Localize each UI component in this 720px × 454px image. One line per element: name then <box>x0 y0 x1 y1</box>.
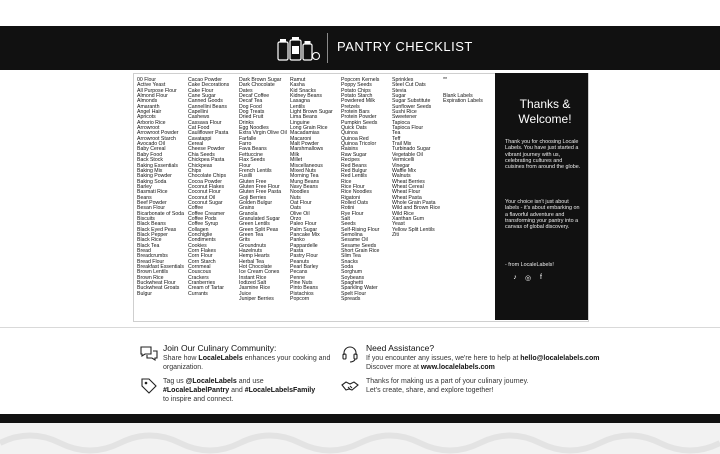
checklist-item: Wild Rice <box>392 210 414 217</box>
checklist-item: Oats <box>290 205 301 212</box>
checklist-item: Jasmine Rice <box>239 285 271 292</box>
tag-text: to inspire and connect. <box>163 396 234 403</box>
checklist-item: Biscuits <box>137 215 155 222</box>
checklist-item: Corn Flakes <box>188 248 216 254</box>
checklist-item: Pastry Flour <box>290 253 318 260</box>
checklist-item: Trail Mix <box>392 141 412 148</box>
checklist-item: Instant Rice <box>239 274 267 281</box>
checklist-item: Orzo <box>290 215 302 222</box>
checklist-item: Noodles <box>290 189 310 196</box>
checklist-item: Ice Cream Cones <box>239 269 280 276</box>
checklist-item: Cannellini Beans <box>188 103 227 110</box>
checklist-item: Pinto Beans <box>290 285 318 292</box>
checklist-item: Capellini <box>188 109 208 116</box>
checklist-column <box>443 78 483 105</box>
checklist-item: Groundnuts <box>239 242 267 249</box>
website-link[interactable]: www.localelabels.com <box>420 364 495 371</box>
checklist-item: Green Tea <box>239 231 264 238</box>
checklist-item: Coconut Flour <box>188 189 221 196</box>
checklist-item: Baking Soda <box>137 178 167 185</box>
checklist-item: Cookies <box>188 242 207 249</box>
checklist-item: Sushi Rice <box>392 109 417 116</box>
checklist-item: Chocolate Chips <box>188 173 227 180</box>
chat-bubbles-icon <box>140 345 158 363</box>
checklist-item: Black Rice <box>137 237 162 244</box>
checklist-item: Whole Grain Pasta <box>392 199 436 206</box>
logo-divider <box>327 33 328 63</box>
checklist-item: Wheat Cereal <box>392 183 424 190</box>
tag-icon <box>140 377 158 395</box>
checklist-item: Couscous <box>188 269 212 276</box>
checklist-item: Cereal <box>188 141 204 148</box>
page-title: PANTRY CHECKLIST <box>337 39 473 54</box>
checklist-item: Pine Nuts <box>290 280 313 287</box>
checklist-item: Cashews <box>188 114 210 121</box>
checklist-item: Breadcrumbs <box>137 253 168 260</box>
checklist-column <box>137 78 184 297</box>
checklist-item: Buckwheat Flour <box>137 280 176 287</box>
checklist-item: Coffee Pods <box>188 215 217 222</box>
header-bar <box>0 26 720 70</box>
checklist-item: Dark Brown Sugar <box>239 77 282 83</box>
checklist-item: Spreads <box>341 296 361 303</box>
checklist-item: Corn Starch <box>188 258 216 265</box>
decorative-pattern <box>0 423 720 454</box>
checklist-item: Cream of Tartar <box>188 285 224 292</box>
welcome-paragraph: Thank you for choosing Locale Labels. You have just started a vibrant journey with us, celebrating cultures and cuisines from around the globe. <box>505 139 581 171</box>
checklist-item: Bicarbonate of Soda <box>137 210 185 217</box>
checklist-item: Basmati Rice <box>137 189 168 196</box>
checklist-item: Popcorn <box>290 296 310 303</box>
checklist-column <box>341 78 379 302</box>
checklist-item: Pistachios <box>290 290 314 297</box>
checklist-item: Avocado Oil <box>137 141 165 148</box>
checklist-item: Nuts <box>290 194 301 201</box>
checklist-column <box>290 78 333 302</box>
tiktok-icon[interactable]: ♪ <box>513 274 517 281</box>
checklist-item: Dried Fruit <box>239 114 264 121</box>
checklist-item: Steel Cut Oats <box>392 82 426 89</box>
checklist-item: Chips <box>188 167 202 174</box>
checklist-item: Rigatoni <box>341 194 361 201</box>
checklist-item: Quick Oats <box>341 125 367 132</box>
checklist-item: Yellow Split Lentils <box>392 226 435 233</box>
checklist-item: Juice <box>239 290 252 297</box>
checklist-item: Red Lentils <box>341 173 367 180</box>
checklist-item: Salt <box>341 215 350 222</box>
tag-section <box>163 377 338 404</box>
checklist-item: Arrowroot <box>137 125 160 132</box>
checklist-item: Snacks <box>341 258 359 265</box>
checklist-item: Quinoa Tricolor <box>341 141 377 148</box>
checklist-item: Protein Bars <box>341 109 370 116</box>
welcome-paragraph: Your choice isn't just about labels - it's about embarking on a flavorful adventure and transforming your pantry into a canvas of global discovery. <box>505 199 580 231</box>
checklist-item: Pumpkin Seeds <box>341 119 378 126</box>
checklist-item: Tapioca Flour <box>392 125 424 132</box>
hashtag[interactable]: #LocaleLabelsFamily <box>244 387 316 394</box>
checklist-item: Recipes <box>341 157 360 164</box>
checklist-item: Vegetable Oil <box>392 151 423 158</box>
checklist-item: Protein Powder <box>341 114 377 121</box>
footer-bar <box>0 414 720 423</box>
checklist-item: Yeast <box>392 221 405 228</box>
checklist-item: Self-Rising Flour <box>341 226 380 233</box>
checklist-item: Blank Labels <box>443 93 473 100</box>
checklist-item: Oat Flour <box>290 199 312 206</box>
checklist-item: Fusilli <box>239 173 253 180</box>
checklist-item: Baking Mix <box>137 167 163 174</box>
checklist-item: Breakfast Essentials <box>137 264 184 271</box>
checklist-item: Green Lentils <box>239 221 270 228</box>
checklist-item: Panko <box>290 237 305 244</box>
checklist-item: Wheat Pasta <box>392 194 422 201</box>
checklist-item: Macaroni <box>290 135 312 142</box>
checklist-item: Wild and Brown Rice <box>392 205 441 212</box>
checklist-item: Walnuts <box>392 173 411 180</box>
checklist-item: Pancake Mix <box>290 231 320 238</box>
checklist-item: Raw Sugar <box>341 151 367 158</box>
checklist-item: Stevia <box>392 87 407 94</box>
checklist-item: Juniper Berries <box>239 296 274 303</box>
welcome-panel <box>495 73 588 320</box>
welcome-signoff: - from LocaleLabels! <box>505 262 554 268</box>
checklist-item: Egg Noodles <box>239 125 269 132</box>
checklist-item: Black Eyed Peas <box>137 226 177 233</box>
checklist-item: Penne <box>290 274 306 281</box>
checklist-item: Pretzels <box>341 103 360 110</box>
checklist-item: Soybeans <box>341 274 365 281</box>
checklist-item: Arborio Rice <box>137 119 166 126</box>
checklist-item: Goji Berries <box>239 194 267 201</box>
checklist-item: Miscellaneous <box>290 162 323 169</box>
assistance-text: Discover more at <box>366 364 421 371</box>
assistance-heading: Need Assistance? <box>366 343 435 353</box>
checklist-item: Flour <box>239 162 251 169</box>
checklist-item: Red Bulgur <box>341 167 367 174</box>
checklist-item: Spaghetti <box>341 280 363 287</box>
checklist-item: Kasha <box>290 82 305 89</box>
checklist-item: Dark Chocolate <box>239 82 275 89</box>
checklist-item: Coffee <box>188 205 204 212</box>
checklist-item: Sweetener <box>392 114 417 121</box>
checklist-item: Back Stock <box>137 157 163 164</box>
checklist-item: Vinegar <box>392 162 410 169</box>
checklist-item: Bread Flour <box>137 258 165 265</box>
checklist-item: Decaf Coffee <box>239 93 270 100</box>
checklist-item: Besan Flour <box>137 205 165 212</box>
checklist-item: Conchiglie <box>188 231 213 238</box>
checklist-item: Mixed Nuts <box>290 167 316 174</box>
checklist-column <box>239 78 287 302</box>
checklist-item: Linguine <box>290 119 310 126</box>
checklist-item: Farro <box>239 141 252 148</box>
checklist-item: Vermicelli <box>392 157 415 164</box>
checklist-item: Cane Sugar <box>188 93 216 100</box>
checklist-item: Rotini <box>341 205 355 212</box>
checklist-item: 00 Flour <box>137 77 157 83</box>
checklist-item: Cornmeal <box>188 264 211 271</box>
checklist-item: Lasagna <box>290 98 310 105</box>
checklist-item: Chia Seeds <box>188 151 215 158</box>
checklist-item: Palm Sugar <box>290 226 318 233</box>
section-divider <box>0 327 720 328</box>
thanks-text: Thanks for making us a part of your culinary journey. <box>366 378 529 385</box>
checklist-item: Dog Treats <box>239 109 265 116</box>
assistance-text: If you encounter any issues, we're here to help at <box>366 355 521 362</box>
checklist-item: Xanthan Gum <box>392 215 425 222</box>
checklist-item: Herbal Tea <box>239 258 264 265</box>
email-link[interactable]: hello@localelabels.com <box>520 355 600 362</box>
top-band <box>0 0 720 26</box>
checklist-item: Amaranth <box>137 103 160 110</box>
checklist-item: Fava Beans <box>239 146 267 153</box>
checklist-item: Hazelnuts <box>239 248 263 254</box>
checklist-item: Morning Tea <box>290 173 319 180</box>
checklist-item: Sugar <box>392 93 406 100</box>
checklist-item: Angel Hair <box>137 109 162 116</box>
checklist-item: Red Beans <box>341 162 367 169</box>
checklist-item: Dates <box>239 87 253 94</box>
checklist-item: Malt Powder <box>290 141 319 148</box>
community-section <box>163 344 333 372</box>
checklist-item: Chickpea Pasta <box>188 157 225 164</box>
tag-text: and <box>229 387 245 394</box>
checklist-item: Quinoa <box>341 130 358 137</box>
checklist-item: Poppy Seeds <box>341 82 372 89</box>
checklist-item: Sunflower Seeds <box>392 103 432 110</box>
checklist-item: Arrowroot Powder <box>137 130 179 137</box>
checklist-column <box>188 78 229 297</box>
checklist-item: Milk <box>290 151 300 158</box>
checklist-item: Cauliflower Pasta <box>188 130 229 137</box>
checklist-item: Cocoa Powder <box>188 178 223 185</box>
tag-text: Tag us <box>163 378 186 385</box>
checklist-item: All Purpose Flour <box>137 87 177 94</box>
checklist-item: Buckwheat Groats <box>137 285 180 292</box>
checklist-item: Almond Flour <box>137 93 168 100</box>
thanks-section <box>366 377 606 395</box>
checklist-item: Granulated Sugar <box>239 215 280 222</box>
checklist-item: Currants <box>188 290 208 297</box>
checklist-item: Rice Noodles <box>341 189 372 196</box>
checklist-item: Tapioca <box>392 119 410 126</box>
checklist-item: Arrowroot Starch <box>137 135 176 142</box>
checklist-item: Pearl Barley <box>290 264 319 271</box>
checklist-item: Sesame Seeds <box>341 242 377 249</box>
instagram-icon[interactable]: ◎ <box>524 275 532 282</box>
checklist-item: Olive Oil <box>290 210 310 217</box>
checklist-item: Potato Starch <box>341 93 373 100</box>
checklist-item: Popcorn Kernels <box>341 77 380 83</box>
checklist-item: Ramut <box>290 77 306 83</box>
checklist-item: Grains <box>239 205 255 212</box>
checklist-item: Marshmallows <box>290 146 324 153</box>
headset-icon <box>341 345 359 363</box>
checklist-item: Spelt Flour <box>341 290 367 297</box>
checklist-item: Baking Powder <box>137 173 172 180</box>
checklist-item: Semolina <box>341 231 363 238</box>
checklist-item: Iodized Salt <box>239 280 267 287</box>
checklist-item: Gluten Free <box>239 178 267 185</box>
checklist-item: Farfalle <box>239 135 257 142</box>
checklist-item: Quinoa Red <box>341 135 369 142</box>
checklist-item: Barley <box>137 183 152 190</box>
checklist-item: Lima Beans <box>290 114 318 121</box>
checklist-item: Coconut Flakes <box>188 183 225 190</box>
hashtag[interactable]: #LocaleLabelPantry <box>163 387 230 394</box>
checklist-item: Millet <box>290 157 303 164</box>
checklist-item: French Lentils <box>239 167 272 174</box>
checklist-item: Cake Flour <box>188 87 214 94</box>
checklist-item: Sparkling Water <box>341 285 378 292</box>
checklist-item: Crackers <box>188 274 209 281</box>
checklist-item: Cranberries <box>188 280 216 287</box>
checklist-item: Active Yeast <box>137 82 166 89</box>
checklist-item: Soda <box>341 264 354 271</box>
checklist-column <box>392 78 440 238</box>
checklist-item: Almonds <box>137 98 158 105</box>
checklist-item: Brown Lentils <box>137 269 169 276</box>
checklist-item: Light Brown Sugar <box>290 109 333 116</box>
checklist-item: Golden Bulgur <box>239 199 273 206</box>
checklist-item: Long Grain Rice <box>290 125 328 132</box>
checklist-item: Tea <box>392 130 401 137</box>
checklist-item: Cake Decorations <box>188 82 230 89</box>
checklist-item: Collagen <box>188 226 209 233</box>
jars-logo-icon <box>275 32 321 64</box>
checklist-item: Coffee Creamer <box>188 210 225 217</box>
checklist-item: Pappardelle <box>290 242 318 249</box>
checklist-item: Cheese Powder <box>188 146 225 153</box>
checklist-item: Apricots <box>137 114 156 121</box>
facebook-icon[interactable]: f <box>540 274 542 281</box>
checklist-item: Ziti <box>392 231 399 238</box>
checklist-item: Bread <box>137 248 151 254</box>
checklist-item: Brown Rice <box>137 274 164 281</box>
checklist-item: Beans <box>137 194 152 201</box>
checklist-item: Wheat Berries <box>392 178 425 185</box>
checklist-item: Canned Goods <box>188 98 223 105</box>
checklist-item: Sorghum <box>341 269 363 276</box>
checklist-item: Sprinkles <box>392 77 414 83</box>
pattern-graphic <box>0 423 720 454</box>
community-text: enhances your cooking and organization. <box>163 355 331 371</box>
checklist-item: Grits <box>239 237 250 244</box>
checklist-item: Coffee Syrup <box>188 221 219 228</box>
checklist-item: Condiments <box>188 237 216 244</box>
checklist-item: Peanuts <box>290 258 310 265</box>
checklist-item: Hemp Hearts <box>239 253 270 260</box>
checklist-item: Slim Tea <box>341 253 361 260</box>
tag-text: and use <box>236 378 264 385</box>
checklist-item: Beef Powder <box>137 199 167 206</box>
checklist-item: Lentils <box>290 103 305 110</box>
checklist-item: Cassava Flour <box>188 119 222 126</box>
checklist-item: Sugar Substitute <box>392 98 431 105</box>
checklist-item: Baby Food <box>137 151 163 158</box>
checklist-item: Macadamias <box>290 130 320 137</box>
community-text: Share how <box>163 355 199 362</box>
checklist-item: Flax Seeds <box>239 157 265 164</box>
checklist-item: Cacao Powder <box>188 77 223 83</box>
checklist-item: Rolled Oats <box>341 199 369 206</box>
checklist-item: Teff <box>392 135 401 142</box>
checklist-item: Corn Flour <box>188 253 213 260</box>
checklist-item: Gluten Free Flour <box>239 183 280 190</box>
community-heading: Join Our Culinary Community: <box>163 343 277 353</box>
checklist-item: Wheat Flour <box>392 189 421 196</box>
social-handle[interactable]: @LocaleLabels <box>185 378 237 385</box>
checklist-item: Potato Chips <box>341 87 371 94</box>
checklist-item: Navy Beans <box>290 183 318 190</box>
checklist-item: Rye Flour <box>341 210 364 217</box>
checklist-item: Pasta <box>290 248 304 254</box>
checklist-item: Gluten Free Pasta <box>239 189 282 196</box>
checklist-item: Baking Essentials <box>137 162 178 169</box>
checklist-item: Drinks <box>239 119 254 126</box>
checklist-item: Kidney Beans <box>290 93 323 100</box>
social-links <box>511 274 545 282</box>
checklist-item: Bulgur <box>137 290 152 297</box>
checklist-item: Cavatappi <box>188 135 212 142</box>
checklist-item: Decaf Tea <box>239 98 263 105</box>
welcome-title: Thanks & Welcome! <box>518 97 572 126</box>
handshake-icon <box>341 377 359 395</box>
checklist-item: ** <box>443 77 448 83</box>
checklist-item: Seeds <box>341 221 356 228</box>
checklist-item: Pecans <box>290 269 308 276</box>
thanks-text: Let's create, share, and explore together! <box>366 387 494 394</box>
checklist-item: Dog Food <box>239 103 262 110</box>
checklist-item: Hot Chocolate <box>239 264 272 271</box>
checklist-item: Green Split Peas <box>239 226 279 233</box>
checklist-item: Mung Beans <box>290 178 320 185</box>
checklist-item: Coconut Oil <box>188 194 216 201</box>
checklist-item: Granola <box>239 210 258 217</box>
checklist-item: Extra Virgin Olive Oil <box>239 130 287 137</box>
checklist-item: Black Pepper <box>137 231 168 238</box>
checklist-item: Sesame Oil <box>341 237 368 244</box>
checklist-item: Waffle Mix <box>392 167 416 174</box>
checklist-item: Short Grain Rice <box>341 248 380 254</box>
checklist-item: Chickpeas <box>188 162 213 169</box>
checklist-item: Fettuccine <box>239 151 263 158</box>
checklist-item: Powdered Milk <box>341 98 376 105</box>
checklist-item: Coconut Sugar <box>188 199 223 206</box>
checklist-item: Turbinado Sugar <box>392 146 431 153</box>
checklist-item: Baby Cereal <box>137 146 166 153</box>
checklist-item: Kid Snacks <box>290 87 316 94</box>
brand-name: LocaleLabels <box>198 355 243 362</box>
checklist-item: Raisins <box>341 146 359 153</box>
checklist-item: Paleo Flour <box>290 221 317 228</box>
checklist-item: Expiration Labels <box>443 98 483 105</box>
assistance-section <box>366 344 606 372</box>
checklist-item: Cat Food <box>188 125 210 132</box>
checklist-item: Rice Flour <box>341 183 365 190</box>
checklist-item: Rice <box>341 178 352 185</box>
checklist-item: Black Beans <box>137 221 166 228</box>
checklist-item: Black Tea <box>137 242 160 249</box>
